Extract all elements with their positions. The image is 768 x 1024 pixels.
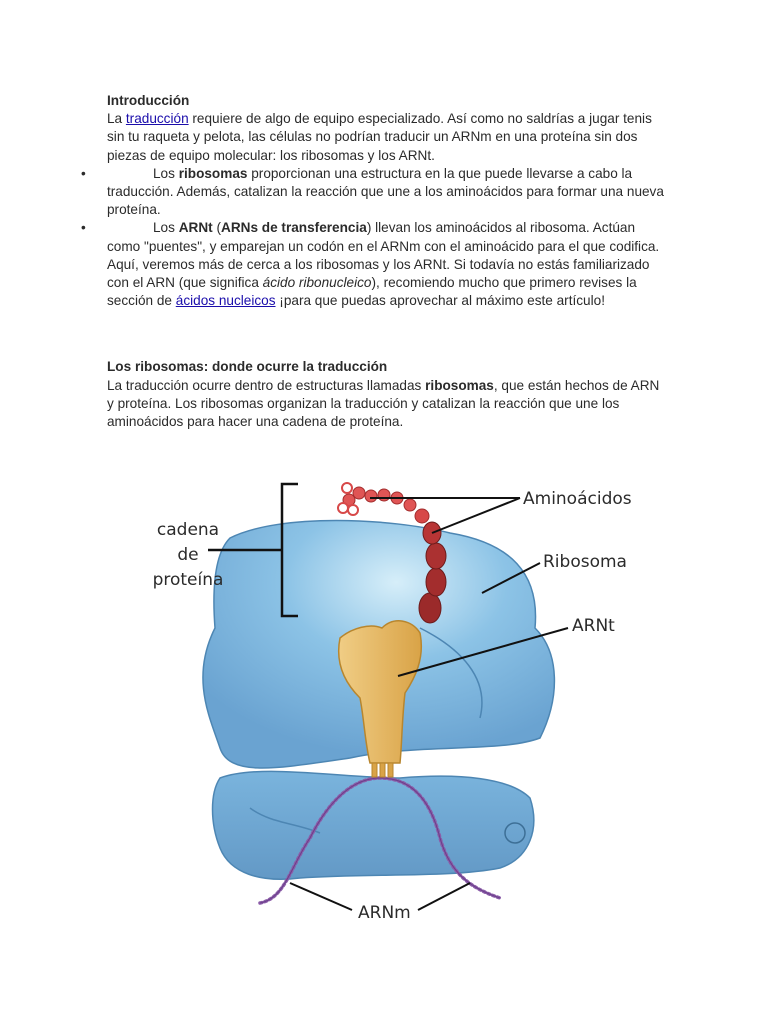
anticodon — [388, 763, 393, 777]
italic-term: ácido ribonucleico — [262, 275, 372, 291]
bold-term: ARNt — [178, 220, 213, 236]
text: La — [107, 111, 126, 127]
label-chain: proteína — [152, 570, 224, 590]
bold-term: ribosomas — [425, 377, 494, 393]
bullet-icon: • — [81, 220, 86, 236]
text: , que están hechos de ARN y proteína. Los ribosomas organizan la traducción y catalizan la reacción que une los aminoácidos para hacer una cadena de proteína. — [107, 377, 660, 430]
text: ( — [212, 220, 221, 236]
list-item — [81, 165, 667, 220]
intro-paragraph-2 — [107, 256, 667, 311]
intro-heading: Introducción — [107, 93, 190, 108]
intro-paragraph — [107, 110, 667, 165]
label-chain: de — [177, 545, 199, 565]
label-ribosome: Ribosoma — [543, 552, 627, 572]
text: Los — [153, 220, 179, 236]
text: proporcionan una estructura en la que puede llevarse a cabo la traducción. Además, catalizan la reacción que une a los aminoácidos para formar una nueva proteína. — [107, 165, 664, 218]
bullet-icon: • — [81, 165, 86, 181]
small-subunit — [213, 771, 534, 879]
leader-line — [432, 498, 520, 533]
list-item — [81, 219, 667, 255]
label-mrna: ARNm — [358, 903, 411, 918]
ribosome-diagram — [120, 478, 660, 918]
acidos-nucleicos-link[interactable]: ácidos nucleicos — [175, 293, 276, 309]
leader-line — [290, 883, 352, 910]
section-heading: Los ribosomas: donde ocurre la traducción — [107, 359, 388, 375]
text: ¡para que puedas aprovechar al máximo este artículo! — [275, 293, 605, 309]
bold-term: ribosomas — [178, 165, 248, 181]
bold-term: ARNs de transferencia — [221, 220, 367, 236]
label-aminoacids: Aminoácidos — [523, 489, 632, 509]
text: ) llevan los aminoácidos al ribosoma. Actúan como "puentes", y emparejan un codón en el ARNm con el aminoácido para el que codifica. — [107, 220, 660, 254]
text: ), recomiendo mucho que primero revises la sección de — [107, 275, 637, 309]
text: requiere de algo de equipo especializado. Así como no saldrías a jugar tenis sin tu raqueta y pelota, las células no podrían traducir un ARNm en una proteína sin dos piezas de equipo molecular: los ribosomas y los ARNt. — [107, 111, 652, 163]
text: Los — [153, 165, 179, 181]
label-trna: ARNt — [572, 616, 615, 636]
text: La traducción ocurre dentro de estructuras llamadas — [107, 377, 426, 393]
leader-line — [418, 883, 470, 910]
label-chain: cadena — [156, 520, 220, 540]
ribosome-illustration — [120, 478, 660, 918]
text: Aquí, veremos más de cerca a los ribosomas y los ARNt. Si todavía no estás familiarizado con el ARN (que significa — [107, 256, 650, 291]
document-body — [81, 92, 667, 431]
anticodon — [372, 763, 377, 777]
anticodon — [380, 763, 385, 777]
section-paragraph — [107, 377, 667, 432]
traduccion-link[interactable]: traducción — [125, 111, 189, 127]
